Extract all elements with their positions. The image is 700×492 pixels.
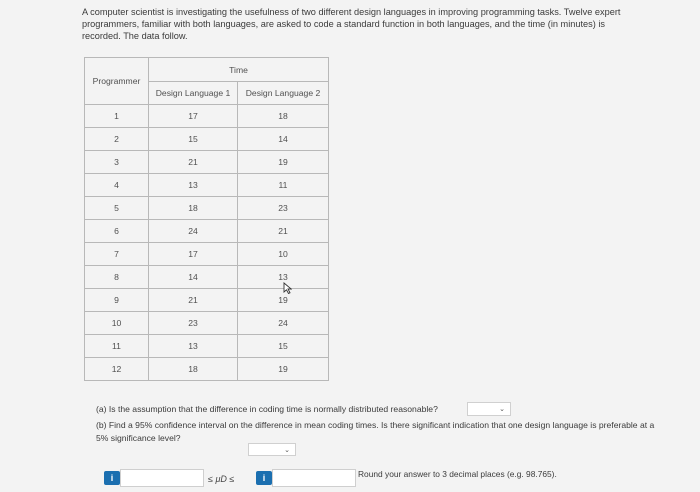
upper-bound-input[interactable]	[272, 469, 356, 487]
question-b: (b) Find a 95% confidence interval on the difference in mean coding times. Is there significant indication that one design language is preferable at a 5% significance level?	[96, 420, 655, 443]
question-a: (a) Is the assumption that the difference in coding time is normally distributed reasonable?	[96, 404, 438, 414]
programmer-cell: 4	[85, 174, 149, 197]
lang1-cell: 18	[149, 197, 238, 220]
table-row	[85, 220, 329, 243]
programmer-cell: 7	[85, 243, 149, 266]
lang2-cell: 19	[238, 358, 329, 381]
time-header: Time	[149, 58, 329, 82]
table-row	[85, 151, 329, 174]
lang1-cell: 17	[149, 105, 238, 128]
problem-intro: A computer scientist is investigating the usefulness of two different design languages in improving programming tasks. Twelve expert programmers, familiar with both languages, are asked to code a standard function in both languages, and the time (in minutes) is recorded. The data follow.	[82, 7, 621, 41]
lower-bound-input[interactable]	[120, 469, 204, 487]
programmer-cell: 2	[85, 128, 149, 151]
lang2-cell: 15	[238, 335, 329, 358]
programmer-cell: 5	[85, 197, 149, 220]
programmer-cell: 9	[85, 289, 149, 312]
lang1-cell: 23	[149, 312, 238, 335]
programmer-cell: 6	[85, 220, 149, 243]
programmer-cell: 11	[85, 335, 149, 358]
lang2-cell: 13	[238, 266, 329, 289]
table-row	[85, 174, 329, 197]
question-b-select[interactable]	[248, 443, 296, 456]
programmer-header: Programmer	[85, 58, 149, 105]
info-icon[interactable]: i	[104, 471, 120, 485]
lang1-cell: 18	[149, 358, 238, 381]
table-row	[85, 128, 329, 151]
lang2-cell: 23	[238, 197, 329, 220]
lang1-cell: 17	[149, 243, 238, 266]
lang2-cell: 11	[238, 174, 329, 197]
table-row	[85, 312, 329, 335]
lang2-cell: 24	[238, 312, 329, 335]
programmer-cell: 8	[85, 266, 149, 289]
question-a-select[interactable]	[467, 402, 511, 416]
table-row	[85, 105, 329, 128]
table-row	[85, 358, 329, 381]
chevron-down-icon: ⌄	[499, 406, 505, 413]
lang2-cell: 14	[238, 128, 329, 151]
lang1-cell: 13	[149, 174, 238, 197]
programmer-cell: 3	[85, 151, 149, 174]
lang1-cell: 14	[149, 266, 238, 289]
inequality-label: ≤ μD ≤	[208, 474, 235, 484]
info-icon[interactable]: i	[256, 471, 272, 485]
programmer-cell: 1	[85, 105, 149, 128]
lang2-cell: 21	[238, 220, 329, 243]
lang1-cell: 21	[149, 289, 238, 312]
lang1-cell: 15	[149, 128, 238, 151]
table-row	[85, 335, 329, 358]
programmer-cell: 12	[85, 358, 149, 381]
table-row	[85, 243, 329, 266]
lang1-cell: 21	[149, 151, 238, 174]
lang1-cell: 13	[149, 335, 238, 358]
lang1-header: Design Language 1	[149, 82, 238, 105]
mouse-pointer-icon	[283, 282, 292, 294]
rounding-note: Round your answer to 3 decimal places (e.g. 98.765).	[358, 469, 557, 479]
lang2-cell: 18	[238, 105, 329, 128]
lang1-cell: 24	[149, 220, 238, 243]
lang2-cell: 19	[238, 289, 329, 312]
chevron-down-icon: ⌄	[284, 447, 290, 454]
lang2-cell: 10	[238, 243, 329, 266]
lang2-header: Design Language 2	[238, 82, 329, 105]
data-table	[84, 57, 329, 381]
programmer-cell: 10	[85, 312, 149, 335]
lang2-cell: 19	[238, 151, 329, 174]
table-row	[85, 197, 329, 220]
